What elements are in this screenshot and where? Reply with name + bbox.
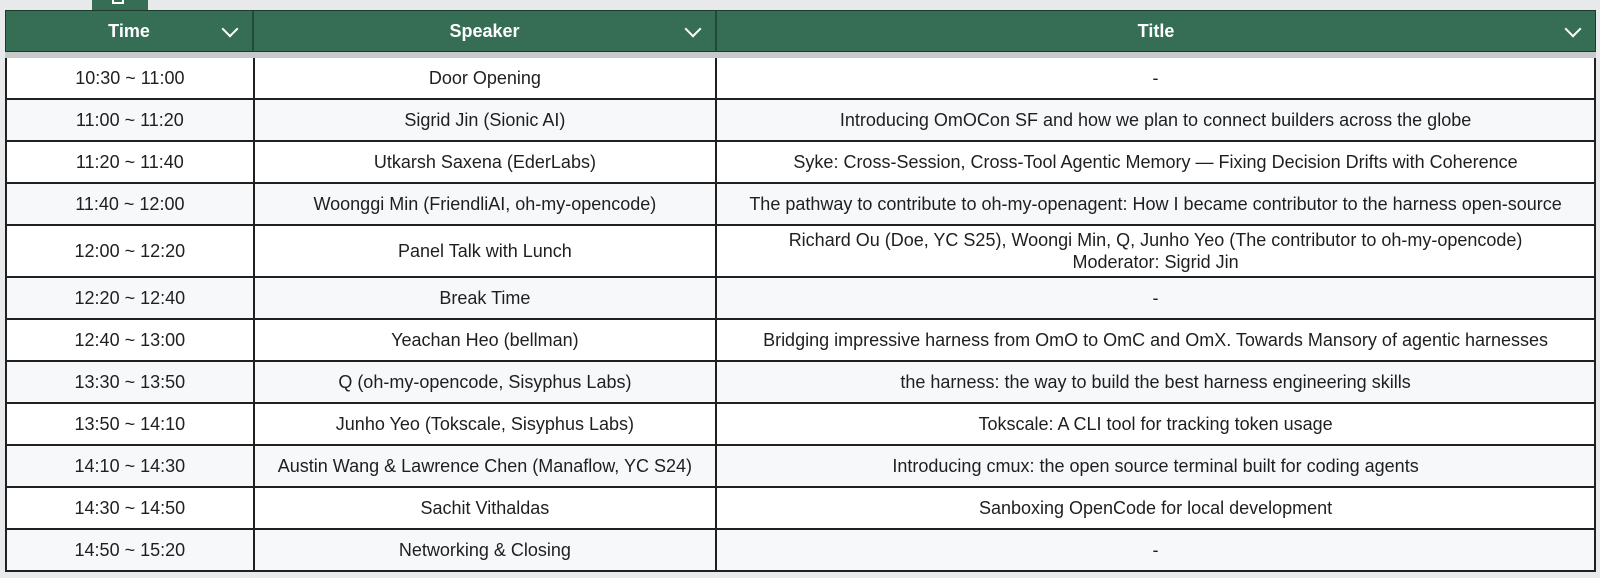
- speaker-cell[interactable]: Yeachan Heo (bellman): [255, 320, 717, 360]
- table-header: [5, 10, 1596, 52]
- column-header-label: Title: [1137, 20, 1175, 41]
- title-line: -: [1152, 68, 1159, 88]
- title-cell[interactable]: [717, 488, 1596, 528]
- chevron-down-icon[interactable]: [1565, 21, 1582, 38]
- title-cell[interactable]: [717, 278, 1596, 318]
- title-line: Syke: Cross-Session, Cross-Tool Agentic Memory — Fixing Decision Drifts with Coherence: [793, 152, 1518, 172]
- speaker-cell[interactable]: Networking & Closing: [255, 530, 717, 570]
- title-cell[interactable]: [717, 404, 1596, 444]
- title-cell[interactable]: [717, 58, 1596, 98]
- table-row: [5, 100, 1596, 142]
- time-cell[interactable]: 12:00 ~ 12:20: [7, 226, 255, 276]
- title-line: -: [1152, 540, 1159, 560]
- time-cell[interactable]: 14:50 ~ 15:20: [7, 530, 255, 570]
- table-row: [5, 362, 1596, 404]
- chevron-down-icon[interactable]: [222, 21, 239, 38]
- table-row: [5, 530, 1596, 572]
- title-line: Introducing cmux: the open source terminal built for coding agents: [892, 456, 1419, 476]
- speaker-cell[interactable]: Sigrid Jin (Sionic AI): [255, 100, 717, 140]
- chevron-down-icon[interactable]: [685, 21, 702, 38]
- table-row: [5, 226, 1596, 278]
- speaker-cell[interactable]: Austin Wang & Lawrence Chen (Manaflow, YC S24): [255, 446, 717, 486]
- speaker-cell[interactable]: Break Time: [255, 278, 717, 318]
- time-cell[interactable]: 11:00 ~ 11:20: [7, 100, 255, 140]
- speaker-cell[interactable]: Junho Yeo (Tokscale, Sisyphus Labs): [255, 404, 717, 444]
- speaker-cell[interactable]: Door Opening: [255, 58, 717, 98]
- tab-marker-icon: [112, 0, 124, 4]
- time-cell[interactable]: 10:30 ~ 11:00: [7, 58, 255, 98]
- column-header-label: Speaker: [449, 20, 520, 41]
- title-cell[interactable]: [717, 530, 1596, 570]
- speaker-cell[interactable]: Woonggi Min (FriendliAI, oh-my-opencode): [255, 184, 717, 224]
- table-row: [5, 404, 1596, 446]
- time-cell[interactable]: 14:10 ~ 14:30: [7, 446, 255, 486]
- title-line: The pathway to contribute to oh-my-openagent: How I became contributor to the harness open-source: [749, 194, 1562, 214]
- speaker-cell[interactable]: Utkarsh Saxena (EderLabs): [255, 142, 717, 182]
- title-cell[interactable]: [717, 446, 1596, 486]
- column-header-label: Time: [108, 20, 150, 41]
- column-header-speaker[interactable]: [254, 11, 717, 51]
- time-cell[interactable]: 14:30 ~ 14:50: [7, 488, 255, 528]
- title-line: Sanboxing OpenCode for local development: [978, 498, 1333, 518]
- time-cell[interactable]: 11:20 ~ 11:40: [7, 142, 255, 182]
- time-cell[interactable]: 13:50 ~ 14:10: [7, 404, 255, 444]
- column-header-time[interactable]: [6, 11, 254, 51]
- time-cell[interactable]: 12:40 ~ 13:00: [7, 320, 255, 360]
- table-row: [5, 58, 1596, 100]
- title-line: Tokscale: A CLI tool for tracking token usage: [978, 414, 1333, 434]
- column-header-title[interactable]: [717, 11, 1595, 51]
- table-row: [5, 142, 1596, 184]
- time-cell[interactable]: 13:30 ~ 13:50: [7, 362, 255, 402]
- table-body: [5, 58, 1596, 572]
- title-cell[interactable]: [717, 184, 1596, 224]
- title-cell[interactable]: [717, 142, 1596, 182]
- title-line: -: [1152, 288, 1159, 308]
- title-line: the harness: the way to build the best harness engineering skills: [900, 372, 1411, 392]
- table-row: [5, 446, 1596, 488]
- title-line: Introducing OmOCon SF and how we plan to connect builders across the globe: [839, 110, 1472, 130]
- title-cell[interactable]: [717, 362, 1596, 402]
- speaker-cell[interactable]: Sachit Vithaldas: [255, 488, 717, 528]
- table-row: [5, 488, 1596, 530]
- title-line: Richard Ou (Doe, YC S25), Woongi Min, Q, Junho Yeo (The contributor to oh-my-opencode): [788, 230, 1523, 250]
- title-line: Moderator: Sigrid Jin: [1072, 252, 1239, 272]
- title-cell[interactable]: [717, 226, 1596, 276]
- title-line: Bridging impressive harness from OmO to OmC and OmX. Towards Mansory of agentic harnesses: [763, 330, 1549, 350]
- title-cell[interactable]: [717, 100, 1596, 140]
- schedule-table: [5, 10, 1596, 572]
- speaker-cell[interactable]: Q (oh-my-opencode, Sisyphus Labs): [255, 362, 717, 402]
- table-row: [5, 184, 1596, 226]
- sheet-top-bar: [0, 0, 1600, 10]
- title-cell[interactable]: [717, 320, 1596, 360]
- time-cell[interactable]: 11:40 ~ 12:00: [7, 184, 255, 224]
- time-cell[interactable]: 12:20 ~ 12:40: [7, 278, 255, 318]
- speaker-cell[interactable]: Panel Talk with Lunch: [255, 226, 717, 276]
- table-row: [5, 278, 1596, 320]
- table-row: [5, 320, 1596, 362]
